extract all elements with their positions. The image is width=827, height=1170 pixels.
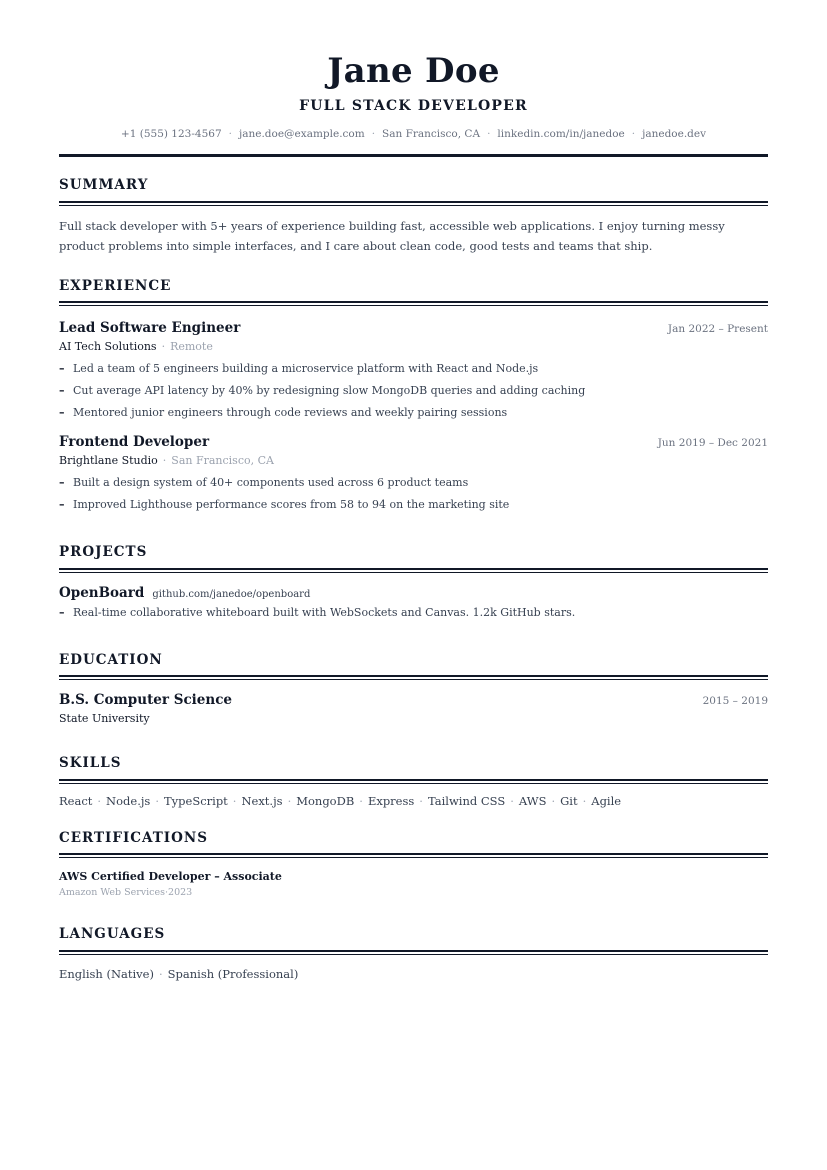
skill-separator: · — [419, 793, 423, 808]
project-entry — [59, 585, 768, 624]
skill-separator: · — [232, 793, 237, 808]
degree-title: B.S. Computer Science — [59, 692, 233, 708]
skill-separator: · — [97, 793, 102, 808]
job-title: Frontend Developer — [59, 434, 210, 450]
summary-section — [59, 179, 768, 256]
section-title-certifications: CERTIFICATIONS — [59, 829, 208, 846]
resume-header — [59, 0, 768, 157]
contact-website: janedoe.dev — [642, 128, 707, 140]
certification-name: AWS Certified Developer – Associate — [59, 870, 282, 883]
contact-location: San Francisco, CA — [382, 128, 481, 140]
bullet-dash: – — [59, 406, 65, 419]
experience-section — [59, 277, 768, 517]
skill-separator: · — [287, 793, 292, 808]
bullet-text: Improved Lighthouse performance scores from 58 to 94 on the marketing site — [73, 498, 510, 511]
experience-entry — [59, 434, 768, 516]
section-title-summary: SUMMARY — [59, 177, 149, 193]
certification-issuer-line — [59, 887, 768, 898]
bullet-text: Real-time collaborative whiteboard built with WebSockets and Canvas. 1.2k GitHub stars. — [73, 605, 576, 619]
education-entry — [59, 692, 768, 725]
section-rule — [59, 301, 768, 306]
list-item — [59, 494, 768, 516]
project-name: OpenBoard — [59, 584, 145, 601]
skill-item: Agile — [591, 793, 622, 808]
certification-separator: · — [165, 887, 169, 898]
bullet-dash: – — [59, 476, 65, 489]
certification-year: 2023 — [168, 887, 193, 898]
list-item — [59, 380, 768, 402]
section-title-experience: EXPERIENCE — [59, 277, 172, 294]
candidate-headline: FULL STACK DEVELOPER — [299, 98, 528, 114]
skill-separator: · — [551, 793, 556, 808]
certification-issuer: Amazon Web Services — [59, 887, 166, 898]
section-title-education: EDUCATION — [59, 651, 163, 668]
skills-section — [59, 757, 768, 808]
project-bullets — [59, 602, 768, 624]
contact-separator: · — [371, 128, 376, 140]
header-divider — [59, 154, 768, 157]
section-rule — [59, 201, 768, 206]
skill-separator: · — [582, 793, 587, 808]
job-bullets — [59, 472, 768, 516]
job-company: Brightlane Studio — [59, 454, 158, 467]
section-rule — [59, 568, 768, 573]
list-item — [59, 472, 768, 494]
company-separator: · — [162, 454, 167, 467]
job-location: Remote — [170, 340, 213, 353]
section-title-languages: LANGUAGES — [59, 926, 166, 942]
section-title-projects: PROJECTS — [59, 544, 148, 560]
education-section — [59, 651, 768, 726]
contact-line — [59, 128, 768, 140]
education-date: 2015 – 2019 — [702, 695, 768, 707]
job-company-line — [59, 340, 768, 353]
bullet-dash: – — [59, 498, 65, 511]
bullet-dash: – — [59, 362, 65, 375]
list-item — [59, 358, 768, 380]
skill-item: MongoDB — [296, 793, 355, 808]
section-rule — [59, 853, 768, 858]
bullet-text: Built a design system of 40+ components used across 6 product teams — [73, 476, 469, 489]
contact-separator: · — [487, 128, 491, 140]
experience-entry — [59, 320, 768, 424]
bullet-text: Mentored junior engineers through code reviews and weekly pairing sessions — [73, 406, 508, 419]
project-link[interactable]: github.com/janedoe/openboard — [152, 588, 311, 600]
languages-section — [59, 928, 768, 981]
section-title-skills: SKILLS — [59, 755, 122, 771]
school-name: State University — [59, 712, 150, 725]
section-rule — [59, 675, 768, 680]
skill-item: Git — [560, 793, 578, 808]
skill-item: Tailwind CSS — [427, 793, 506, 808]
skill-item: Next.js — [241, 793, 283, 808]
bullet-dash: – — [59, 384, 65, 397]
skill-separator: · — [155, 793, 159, 808]
language-item: Spanish (Professional) — [167, 966, 299, 981]
skill-item: Express — [367, 793, 415, 808]
bullet-text: Led a team of 5 engineers building a microservice platform with React and Node.js — [73, 362, 539, 375]
list-item — [59, 402, 768, 424]
language-item: English (Native) — [59, 966, 154, 981]
skill-separator: · — [510, 793, 514, 808]
contact-linkedin: linkedin.com/in/janedoe — [497, 128, 625, 140]
job-date: Jan 2022 – Present — [667, 323, 768, 335]
languages-list — [59, 967, 768, 981]
section-rule — [59, 950, 768, 955]
job-title: Lead Software Engineer — [59, 320, 241, 336]
candidate-name: Jane Doe — [327, 51, 500, 91]
projects-section — [59, 546, 768, 624]
contact-separator: · — [228, 128, 232, 140]
bullet-dash: – — [59, 605, 65, 619]
certifications-section — [59, 829, 768, 899]
skill-item: Node.js — [106, 793, 151, 808]
skill-separator: · — [359, 793, 363, 808]
skill-item: React — [59, 793, 93, 808]
language-separator: · — [158, 966, 163, 981]
skill-item: TypeScript — [163, 793, 228, 808]
contact-phone: +1 (555) 123-4567 — [120, 128, 222, 140]
company-separator: · — [161, 340, 166, 353]
skills-list — [59, 794, 768, 808]
job-location: San Francisco, CA — [171, 454, 274, 467]
skill-item: AWS — [518, 793, 547, 808]
job-bullets — [59, 358, 768, 424]
list-item — [59, 602, 768, 624]
job-company: AI Tech Solutions — [59, 340, 157, 353]
summary-text: Full stack developer with 5+ years of experience building fast, accessible web applications. I enjoy turning messy product problems into simple interfaces, and I care about clean code, good tests and teams that ship. — [59, 218, 725, 253]
job-date: Jun 2019 – Dec 2021 — [657, 437, 768, 449]
contact-email: jane.doe@example.com — [238, 128, 365, 140]
job-company-line — [59, 454, 768, 467]
section-rule — [59, 779, 768, 784]
contact-separator: · — [631, 128, 636, 140]
bullet-text: Cut average API latency by 40% by redesigning slow MongoDB queries and adding caching — [73, 384, 586, 397]
